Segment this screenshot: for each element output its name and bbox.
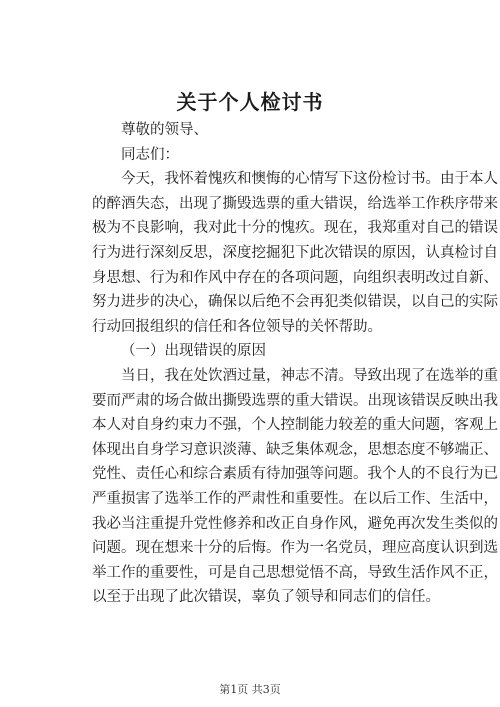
paragraph-line: 的醉酒失态，出现了撕毁选票的重大错误，给选举工作秩序带来 (92, 195, 498, 212)
paragraph-line: 本人对自身约束力不强，个人控制能力较差的重大问题，客观上 (92, 417, 498, 434)
document-title: 关于个人检讨书 (176, 90, 324, 114)
paragraph-line: 行动回报组织的信任和各位领导的关怀帮助。 (92, 318, 382, 335)
paragraph-line: 努力进步的决心，确保以后绝不会再犯类似错误，以自己的实际 (92, 294, 498, 311)
paragraph-line: 党性、责任心和综合素质有待加强等问题。我个人的不良行为已 (92, 466, 498, 483)
paragraph-line: 身思想、行为和作风中存在的各项问题，向组织表明改过自新、 (92, 269, 498, 286)
paragraph-line: 严重损害了选举工作的严肃性和重要性。在以后工作、生活中， (92, 490, 498, 507)
document-body (92, 118, 498, 610)
salutation-line-1: 尊敬的领导、 (121, 122, 208, 138)
section-heading: （一）出现错误的原因 (121, 343, 266, 360)
paragraph-line: 极为不良影响，我对此十分的愧疚。现在，我郑重对自己的错误 (92, 220, 498, 237)
paragraph-line: 当日，我在处饮酒过量，神志不清。导致出现了在选举的重 (121, 367, 498, 384)
paragraph-line: 要而严肃的场合做出撕毁选票的重大错误。出现该错误反映出我 (92, 392, 498, 409)
paragraph-line: 问题。现在想来十分的后悔。作为一名党员，理应高度认识到选 (92, 540, 498, 557)
page-footer: 第1页 共3页 (219, 683, 281, 696)
paragraph-line: 体现出自身学习意识淡薄、缺乏集体观念，思想态度不够端正、 (92, 441, 498, 458)
paragraph-line: 举工作的重要性，可是自己思想觉悟不高，导致生活作风不正， (92, 564, 498, 581)
paragraph-line: 我必当注重提升党性修养和改正自身作风，避免再次发生类似的 (92, 515, 498, 532)
paragraph-line: 今天，我怀着愧疚和懊悔的心情写下这份检讨书。由于本人 (121, 171, 498, 188)
paragraph-line: 行为进行深刻反思，深度挖掘犯下此次错误的原因，认真检讨自 (92, 244, 498, 261)
paragraph-line: 以至于出现了此次错误，辜负了领导和同志们的信任。 (92, 589, 440, 606)
salutation-line-2: 同志们： (121, 146, 179, 163)
